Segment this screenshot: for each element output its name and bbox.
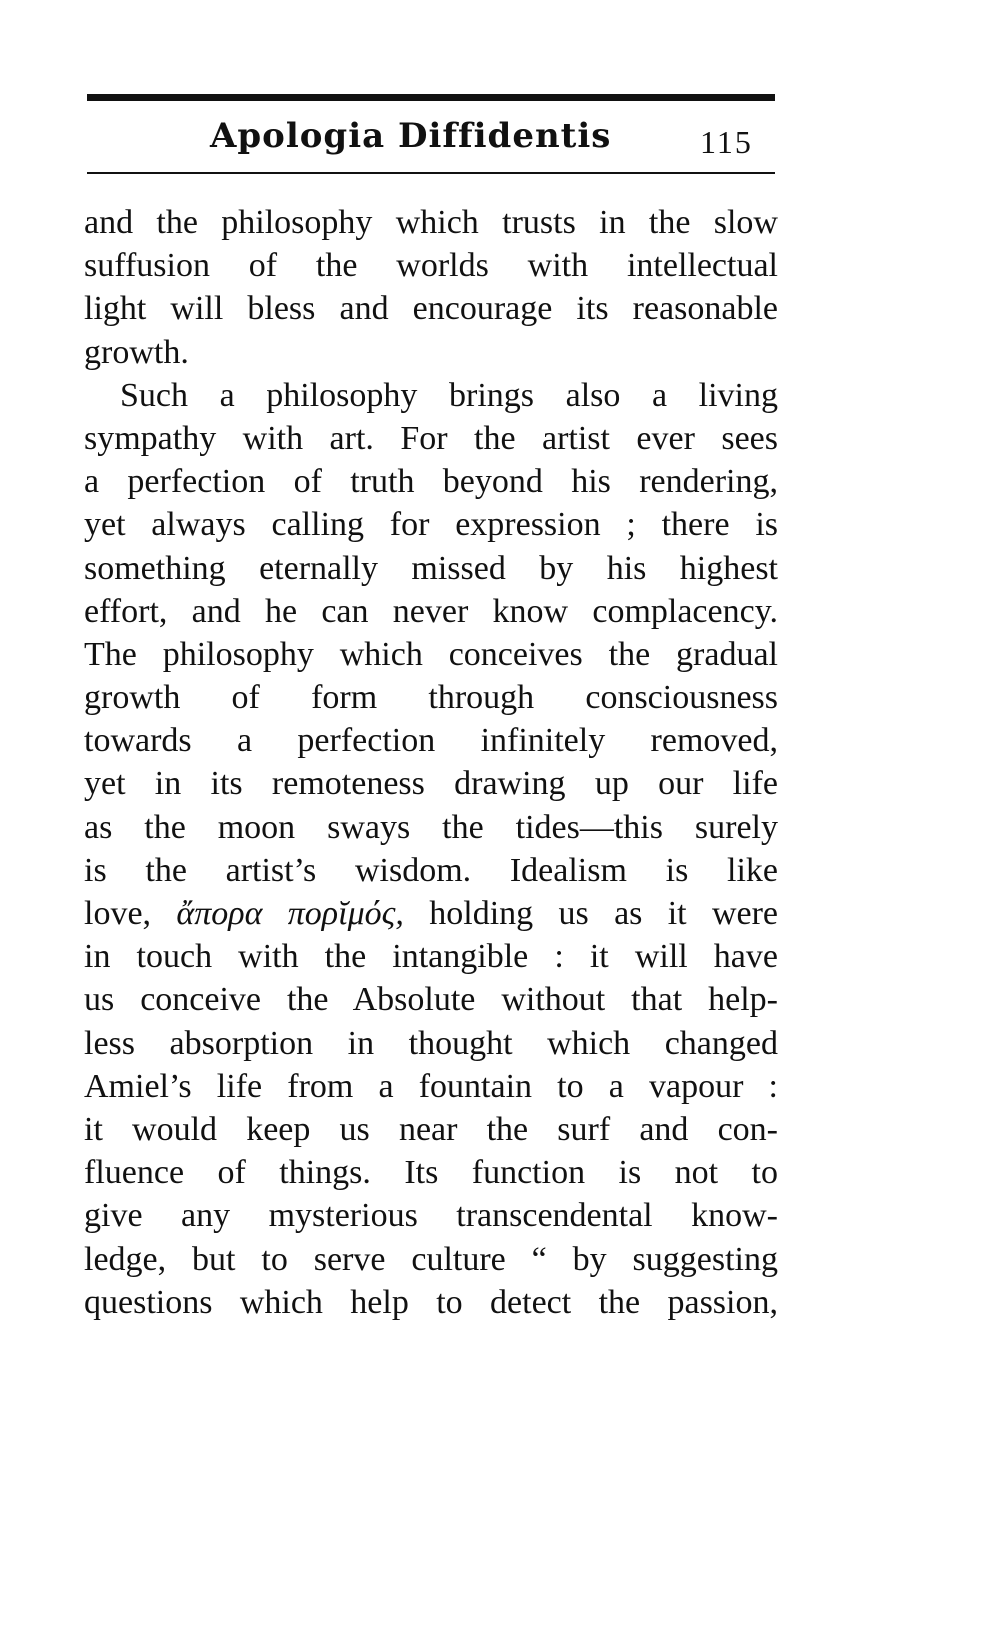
running-head-title: Apologia Diffidentis — [210, 116, 612, 156]
text-line: growth of form through consciousness — [84, 679, 778, 717]
text-line-with-greek — [84, 892, 778, 935]
text-line: and the philosophy which trusts in the slow — [84, 204, 778, 241]
text-line: towards a perfection infinitely removed, — [84, 722, 778, 760]
page-number: 115 — [700, 124, 753, 160]
text-line: in touch with the intangible : it will have — [84, 938, 778, 976]
text-line: growth. — [84, 333, 189, 371]
text-line: us conceive the Absolute without that help- — [84, 981, 778, 1019]
text-line: sympathy with art. For the artist ever sees — [84, 419, 778, 457]
body-text — [84, 201, 778, 1324]
text-fragment: holding us as it were — [429, 895, 779, 932]
text-line: yet in its remoteness drawing up our life — [84, 765, 778, 803]
text-line: less absorption in thought which changed — [84, 1024, 778, 1062]
text-fragment: love, — [84, 895, 152, 932]
text-line: a perfection of truth beyond his rendering, — [84, 463, 778, 501]
text-line: fluence of things. Its function is not to — [84, 1154, 778, 1192]
text-line: yet always calling for expression ; there is — [84, 506, 778, 544]
text-line: ledge, but to serve culture “ by suggesting — [84, 1240, 778, 1278]
text-line: The philosophy which conceives the gradual — [84, 635, 778, 673]
header-rule-bottom — [87, 172, 775, 174]
text-line: questions which help to detect the passion, — [84, 1283, 778, 1321]
text-line: is the artist’s wisdom. Idealism is like — [84, 851, 778, 889]
text-line: Such a philosophy brings also a living — [120, 376, 778, 414]
header-rule-top — [87, 94, 775, 101]
text-line: it would keep us near the surf and con- — [84, 1110, 778, 1148]
text-line: light will bless and encourage its reasonable — [84, 290, 778, 328]
greek-phrase: ἄπορα πορῐμός, — [176, 895, 404, 932]
text-line: Amiel’s life from a fountain to a vapour : — [84, 1067, 778, 1105]
text-line: something eternally missed by his highest — [84, 549, 778, 587]
text-line: effort, and he can never know complacency. — [84, 592, 778, 630]
text-line: as the moon sways the tides—this surely — [84, 808, 778, 846]
text-line: give any mysterious transcendental know- — [84, 1197, 778, 1235]
text-line: suffusion of the worlds with intellectual — [84, 247, 778, 285]
